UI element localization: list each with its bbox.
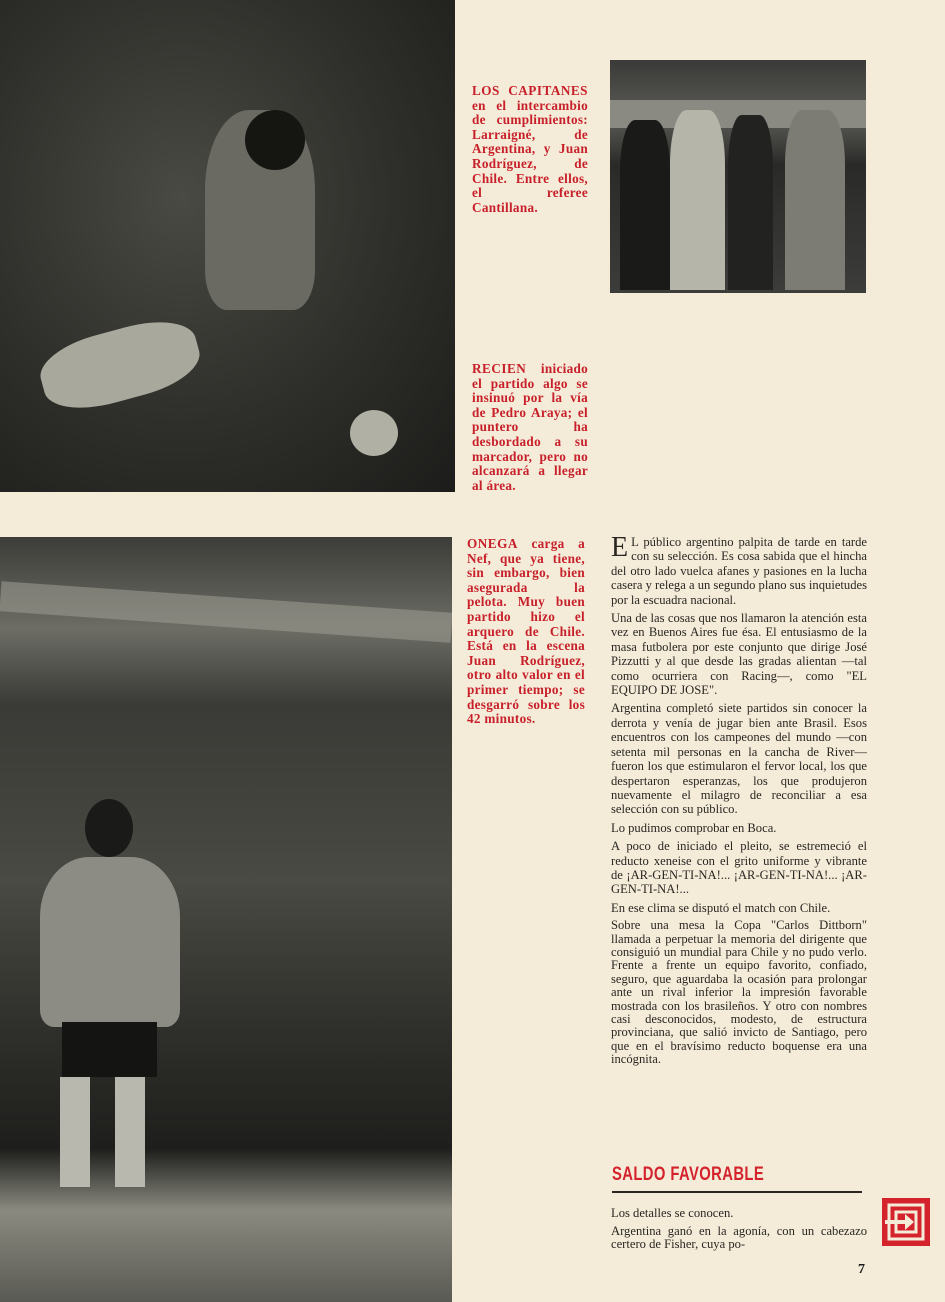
heading-rule [612, 1191, 862, 1193]
player-head [245, 110, 305, 170]
ball [350, 410, 398, 456]
paragraph: Una de las cosas que nos llamaron la atención esta vez en Buenos Aires fue ésa. El entusiasmo de la masa futbolera por este conjunto que dirige José Pizzutti y al que desde las gradas alientan —tal como ocurriera con Racing—, como "EL EQUIPO DE JOSE". [611, 611, 867, 698]
player-leg [115, 1077, 145, 1187]
player-figure [670, 110, 725, 290]
section-heading: SALDO FAVORABLE [612, 1164, 765, 1185]
player-figure [620, 120, 670, 290]
caption-lead: RECIEN [472, 361, 527, 376]
caption-recien [472, 362, 588, 493]
player-leg [60, 1077, 90, 1187]
fallen-player [34, 310, 207, 419]
paragraph: Argentina ganó en la agonía, con un cabezazo certero de Fisher, cuya po- [611, 1223, 867, 1252]
paragraph: A poco de iniciado el pleito, se estremeció el reducto xeneise con el grito uniforme y vibrante de ¡AR-GEN-TI-NA!... ¡AR-GEN-TI-NA!... ¡AR-GEN-TI-NA!... [611, 839, 867, 897]
referee-figure [728, 115, 773, 290]
paragraph: Sobre una mesa la Copa "Carlos Dittborn" llamada a perpetuar la memoria del dirigente que consiguió un mundial para Chile y no pudo verlo. Frente a frente un equipo favorito, confiado, seguro, que aguardaba la ocasión para prolongar ante un rival inferior la impresión favorable mostrada con los brasileños. Y otro con nombres casi desconocidos, modesto, de estructura provinciana, que salió invicto de Santiago, pero que en el bravísimo reducto boquense era una incógnita. [611, 918, 867, 1067]
caption-captains [472, 84, 588, 215]
player-shorts [62, 1022, 157, 1077]
caption-onega [467, 537, 585, 727]
paragraph: Lo pudimos comprobar en Boca. [611, 820, 777, 835]
player-figure [40, 857, 180, 1027]
article-body [611, 532, 867, 1071]
caption-lead: ONEGA [467, 536, 518, 551]
arrow-right-box-icon [882, 1198, 930, 1246]
player-figure [785, 110, 845, 290]
paragraph: Los detalles se conocen. [611, 1206, 734, 1220]
caption-text: en el intercambio de cumplimientos: Larraigné, de Argentina, y Juan Rodríguez, de Chile. Entre ellos, el referee Cantillana. [472, 97, 588, 215]
paragraph: Argentina completó siete partidos sin conocer la derrota y venía de jugar bien ante Brasil. Esos encuentros con los campeones del mundo —con setenta mil personas en la cancha de River— fueron los que estimularon el fervor local, los que despertaron esperanzas, los que produjeron nuevamente el milagro de reconciliar a esa selección con su público. [611, 701, 867, 817]
article-body-continued [611, 1207, 867, 1256]
drop-cap: E [611, 532, 629, 563]
player-head [85, 799, 133, 857]
stadium-roof [0, 581, 452, 642]
paragraph [611, 532, 867, 607]
caption-text: carga a Nef, que ya tiene, sin embargo, bien asegurada la pelota. Muy buen partido hizo el arquero de Chile. Está en la escena Juan Rodríguez, otro alto valor en el primer tiempo; se desgarró sobre los 42 minutos. [467, 536, 585, 727]
page-number: 7 [858, 1262, 865, 1277]
photo-captains [610, 60, 866, 293]
photo-match-action [0, 0, 455, 492]
paragraph-text: L público argentino palpita de tarde en tarde con su selección. Es cosa sabida que el hincha del otro lado vuelca afanes y pasiones en la lucha casera y relega a un segundo plano sus inquietudes por la escuadra nacional. [611, 535, 867, 607]
caption-lead: LOS CAPITANES [472, 83, 588, 98]
paragraph: En ese clima se disputó el match con Chile. [611, 900, 831, 915]
photo-goalkeeper [0, 537, 452, 1302]
caption-text: iniciado el partido algo se insinuó por la vía de Pedro Araya; el puntero ha desbordado a su marcador, pero no alcanzará a llegar al área. [472, 361, 588, 493]
